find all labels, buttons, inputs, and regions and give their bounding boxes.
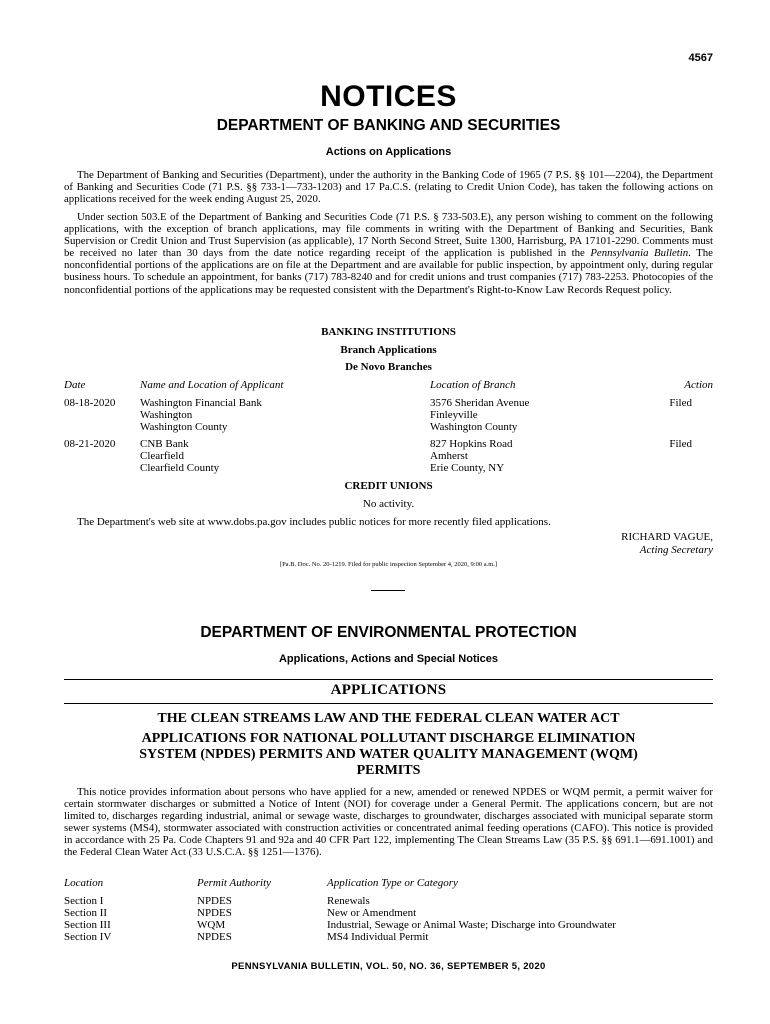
section-divider xyxy=(371,590,405,591)
applications-heading: APPLICATIONS xyxy=(330,682,447,698)
location-column: Section I Section II Section III Section IV xyxy=(64,895,112,943)
banking-paragraph-1: The Department of Banking and Securities (Department), under the authority in the Banking Code of 1965 (7 P.S. §§ 101—2204), the Department of Banking and Securities Code (71 P.S. §§ 733-1—733-1203) and 17 Pa.C.S. (relating to Credit Union Code), has taken the following actions on applications received for the week ending August 25, 2020. xyxy=(64,169,713,206)
page-footer: PENNSYLVANIA BULLETIN, VOL. 50, NO. 36, SEPTEMBER 5, 2020 xyxy=(231,961,546,972)
clean-streams-heading: THE CLEAN STREAMS LAW AND THE FEDERAL CLEAN WATER ACT xyxy=(157,711,620,726)
row-2-branch: 827 Hopkins Road Amherst Erie County, NY xyxy=(430,438,513,474)
application-type-column: Renewals New or Amendment Industrial, Sewage or Animal Waste; Discharge into Groundwater MS4 Individual Permit xyxy=(327,895,616,943)
dep-dept-title: DEPARTMENT OF ENVIRONMENTAL PROTECTION xyxy=(200,624,577,641)
header-location: Location xyxy=(64,877,104,889)
row-2-action: Filed xyxy=(669,438,692,450)
row-2-applicant: CNB Bank Clearfield Clearfield County xyxy=(140,438,220,474)
signer-name: RICHARD VAGUE, xyxy=(621,531,713,543)
header-applicant: Name and Location of Applicant xyxy=(140,379,284,391)
row-1-date: 08-18-2020 xyxy=(64,397,116,409)
row-1-applicant: Washington Financial Bank Washington Washington County xyxy=(140,397,262,433)
dep-subtitle: Applications, Actions and Special Notices xyxy=(278,653,499,665)
credit-unions-heading: CREDIT UNIONS xyxy=(344,480,433,492)
banking-subtitle: Actions on Applications xyxy=(325,146,452,158)
row-1-branch: 3576 Sheridan Avenue Finleyville Washington County xyxy=(430,397,530,433)
npdes-heading-line-1: APPLICATIONS FOR NATIONAL POLLUTANT DISCHARGE ELIMINATION xyxy=(141,731,636,746)
page-number: 4567 xyxy=(688,52,713,64)
applications-rule-top xyxy=(64,679,713,680)
permit-authority-column: NPDES NPDES WQM NPDES xyxy=(197,895,232,943)
row-2-date: 08-21-2020 xyxy=(64,438,116,450)
branch-applications-heading: Branch Applications xyxy=(340,344,437,356)
bulletin-page xyxy=(64,0,713,1024)
banking-dept-title: DEPARTMENT OF BANKING AND SECURITIES xyxy=(216,117,561,134)
header-application-type: Application Type or Category xyxy=(327,877,458,889)
header-action: Action xyxy=(684,379,713,391)
credit-unions-text: No activity. xyxy=(362,498,415,510)
header-permit-authority: Permit Authority xyxy=(197,877,272,889)
npdes-heading-line-2: SYSTEM (NPDES) PERMITS AND WATER QUALITY MANAGEMENT (WQM) xyxy=(139,747,638,762)
banking-paragraph-2: Under section 503.E of the Department of Banking and Securities Code (71 P.S. § 733-503.E), any person wishing to comment on the following applications, with the exception of branch applications, may file comments in writing with the Department of Banking and Securities, Bank Supervision or Credit Union and Trust Supervision (as applicable), 17 North Second Street, Suite 1300, Harrisburg, PA 17101-2290. Comments must be received no later than 30 days from the date notice regarding receipt of the application is published in the Pennsylvania Bulletin. The nonconfidential portions of the applications are on file at the Department and are available for public inspection, by appointment only, during regular business hours. To schedule an appointment, for banks (717) 783-8240 and for credit unions and trust companies (717) 783-2253. Photocopies of the nonconfidential portions of the applications may be requested consistent with the Department's Right-to-Know Law Records Request policy. xyxy=(64,211,713,296)
doc-filing-line: [Pa.B. Doc. No. 20-1219. Filed for public inspection September 4, 2020, 9:00 a.m.] xyxy=(279,561,498,568)
website-note: The Department's web site at www.dobs.pa.gov includes public notices for more recently filed applications. xyxy=(77,516,551,528)
row-1-action: Filed xyxy=(669,397,692,409)
header-branch: Location of Branch xyxy=(430,379,516,391)
header-date: Date xyxy=(64,379,86,391)
applications-rule-bottom xyxy=(64,703,713,704)
notices-title: NOTICES xyxy=(320,80,457,113)
banking-institutions-heading: BANKING INSTITUTIONS xyxy=(321,326,456,338)
de-novo-branches-heading: De Novo Branches xyxy=(345,361,432,373)
signer-title: Acting Secretary xyxy=(639,544,713,556)
npdes-heading-line-3: PERMITS xyxy=(356,763,421,778)
dep-paragraph: This notice provides information about persons who have applied for a new, amended or renewed NPDES or WQM permit, a permit waiver for certain stormwater discharges or submitted a Notice of Intent (NOI) for coverage under a General Permit. The applications concern, but are not limited to, discharges regarding industrial, animal or sewage waste, discharges to groundwater, discharges associated with municipal separate storm sewer systems (MS4), stormwater associated with construction activities or concentrated animal feeding operations (CAFO). This notice is provided in accordance with 25 Pa. Code Chapters 91 and 92a and 40 CFR Part 122, implementing The Clean Streams Law (35 P.S. §§ 691.1—691.1001) and the Federal Clean Water Act (33 U.S.C.A. §§ 1251—1376). xyxy=(64,786,713,859)
